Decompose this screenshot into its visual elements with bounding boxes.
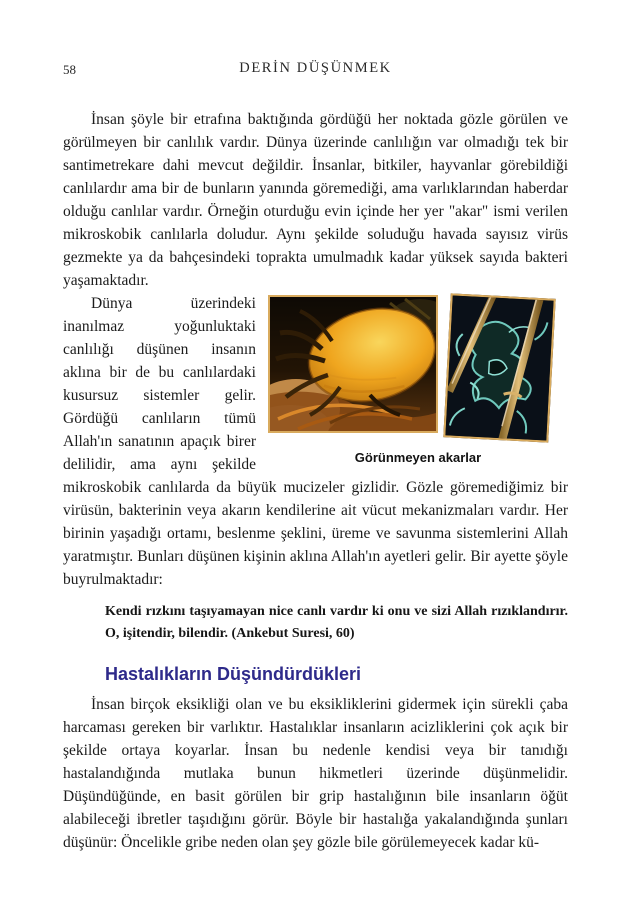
verse-quote: Kendi rızkını taşıyamayan nice canlı vardır ki onu ve sizi Allah rızıklandırır. O, işitendir, bilendir. (Ankebut Suresi, 60) <box>105 604 568 641</box>
dust-mite-photo <box>268 295 438 433</box>
section-heading: Hastalıkların Düşündürdükleri <box>105 664 362 684</box>
page-title: DERİN DÜŞÜNMEK <box>239 60 392 76</box>
paragraph-3: İnsan birçok eksikliği olan ve bu eksikliklerini gidermek için sürekli çaba harcaması gereken bir varlıktır. Hastalıklar insanların acizliklerini çok açık bir şekilde ortaya koyarlar. İnsan bu nedenle kendisi veya bir tanıdığı hastalandığında mutlaka bunun hikmetleri üzerinde düşünmelidir. Düşündüğünde, en basit görülen bir grip hastalığının bile insanların öğüt alabileceği ibretler taşıdığını görür. Böyle bir hastalığa yakalandığında şunları düşünür: Öncelikle gribe neden olan şey gözle bile görülemeyecek kadar kü- <box>63 696 568 851</box>
hair-mites-photo-wrap <box>443 293 555 442</box>
figure-mites <box>268 295 568 469</box>
figure-caption: Görünmeyen akarlar <box>354 450 482 465</box>
page-body <box>63 108 568 854</box>
paragraph-2 <box>63 292 568 591</box>
paragraph-1: İnsan şöyle bir etrafına baktığında gördüğü her noktada gözle görülen ve görülmeyen bir canlılık vardır. Dünya üzerinde canlılığın var olmadığı tek bir santimetrekare dahi mevcut değildir. İnsanlar, bitkiler, hayvanlar görebildiği canlılardır ama bir de bunların yanında göremediği, ama varlıklarından haberdar olduğu canlılar vardır. Örneğin oturduğu evin içinde her yer "akar" ismi verilen mikroskobik canlılarla doludur. Aynı şekilde soluduğu havada sayısız virüs gezmekte ya da bahçesindeki toprakta umulmadık kadar yüksek sayıda bakteri yaşamaktadır. <box>63 111 568 289</box>
paragraph-2-text: Dünya üzerindeki inanılmaz yoğunluktaki canlılığı düşünen insanın aklına bir de bu canlılardaki kusursuz sistemler gelir. Gördüğü canlıların tümü Allah'ın sanatının apaçık birer delilidir, ama aynı şekilde mikroskobik canlılarda da büyük mucizeler gizlidir. Gözle göremediğimiz bir virüsün, bakterinin veya akarın kendilerine ait vücut mekanizmaları vardır. Her birinin yaşadığı ortamı, beslenme şeklini, üreme ve savunma sistemlerini Allah yaratmıştır. Bunları düşünen kişinin aklına Allah'ın ayetleri gelir. Bir ayette şöyle buyrulmaktadır: <box>63 295 568 588</box>
page-header <box>63 60 568 80</box>
hair-mites-photo <box>443 293 555 442</box>
figure-images <box>268 295 568 440</box>
page-number: 58 <box>63 62 76 77</box>
